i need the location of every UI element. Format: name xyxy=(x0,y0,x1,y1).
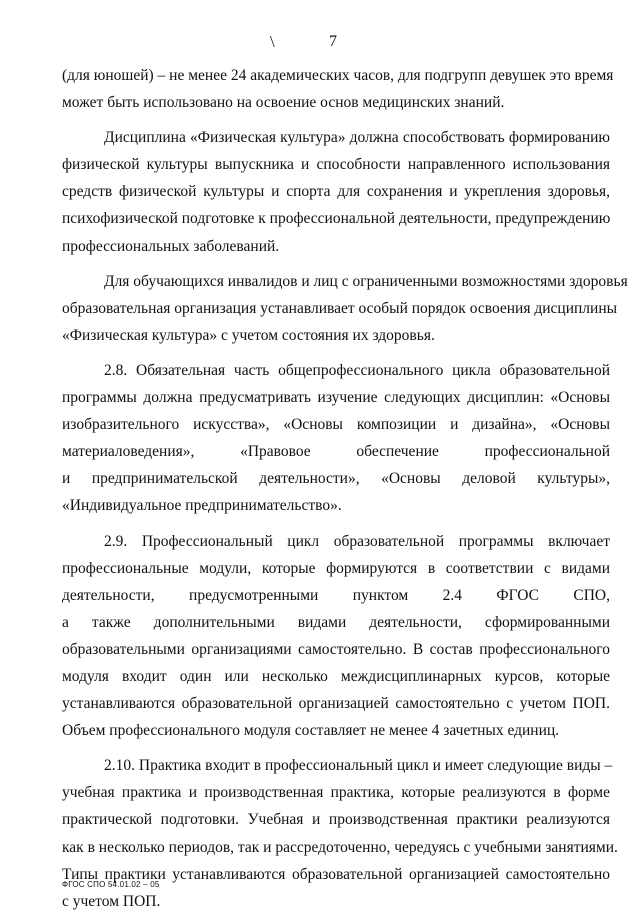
text-line: образовательными организациями самостоятельно. В состав профессионального xyxy=(62,640,610,658)
text-line: 2.10. Практика входит в профессиональный цикл и имеет следующие виды – xyxy=(104,757,613,775)
text-line: «Физическая культура» с учетом состояния их здоровья. xyxy=(62,326,435,344)
text-line: «Индивидуальное предпринимательство». xyxy=(62,497,342,515)
body-text xyxy=(62,62,628,915)
text-line: как в несколько периодов, так и рассредоточенно, чередуясь с учебными занятиями. xyxy=(62,838,618,856)
text-line: образовательная организация устанавливает особый порядок освоения дисциплины xyxy=(62,299,618,317)
text-line: профессиональных заболеваний. xyxy=(62,237,280,255)
text-line: Для обучающихся инвалидов и лиц с ограниченными возможностями здоровья xyxy=(104,272,628,290)
text-line: устанавливаются образовательной организацией самостоятельно с учетом ПОП. xyxy=(62,695,610,713)
text-line: программы должна предусматривать изучение следующих дисциплин: «Основы xyxy=(62,389,610,407)
page-number: 7 xyxy=(329,33,337,50)
paragraph-2-9 xyxy=(62,528,610,745)
text-line: изобразительного искусства», «Основы композиции и дизайна», «Основы xyxy=(62,416,610,434)
text-line: модуля входит один или несколько междисциплинарных курсов, которые xyxy=(62,667,610,685)
paragraph-2 xyxy=(62,124,610,259)
text-line: может быть использовано на освоение основ медицинских знаний. xyxy=(62,94,505,112)
text-line: практической подготовки. Учебная и производственная практики реализуются xyxy=(62,811,610,829)
text-line: средств физической культуры и спорта для сохранения и укрепления здоровья, xyxy=(62,183,610,201)
text-line: Типы практики устанавливаются образовательной организацией самостоятельно xyxy=(62,865,610,883)
text-line: учебная практика и производственная практика, которые реализуются в форме xyxy=(62,784,610,802)
text-line: с учетом ПОП. xyxy=(62,892,161,910)
text-line: (для юношей) – не менее 24 академических часов, для подгрупп девушек это время xyxy=(62,67,614,84)
paragraph-3 xyxy=(62,268,628,349)
text-line: физической культуры выпускника и способности направленного использования xyxy=(62,156,610,174)
text-line: 2.8. Обязательная часть общепрофессионального цикла образовательной xyxy=(104,361,610,379)
text-line: а также дополнительными видами деятельности, сформированными xyxy=(62,613,610,631)
paragraph-1 xyxy=(62,62,614,116)
text-line: психофизической подготовке к профессиональной деятельности, предупреждению xyxy=(62,210,611,228)
text-line: Дисциплина «Физическая культура» должна способствовать формированию xyxy=(104,129,610,147)
text-line: и предпринимательской деятельности», «Основы деловой культуры», xyxy=(62,470,610,488)
text-line: 2.9. Профессиональный цикл образовательной программы включает xyxy=(104,532,610,550)
text-line: деятельности, предусмотренными пунктом 2.4 ФГОС СПО, xyxy=(62,586,610,604)
text-line: Объем профессионального модуля составляет не менее 4 зачетных единиц. xyxy=(62,722,560,740)
paragraph-2-10 xyxy=(62,752,618,915)
paragraph-2-8 xyxy=(62,357,610,520)
text-line: профессиональные модули, которые формируются в соответствии с видами xyxy=(62,559,610,577)
footer-document-code: ФГОС СПО 54.01.02 – 05 xyxy=(62,880,160,889)
header-mark: \ xyxy=(270,32,275,51)
text-line: материаловедения», «Правовое обеспечение профессиональной xyxy=(62,443,610,461)
